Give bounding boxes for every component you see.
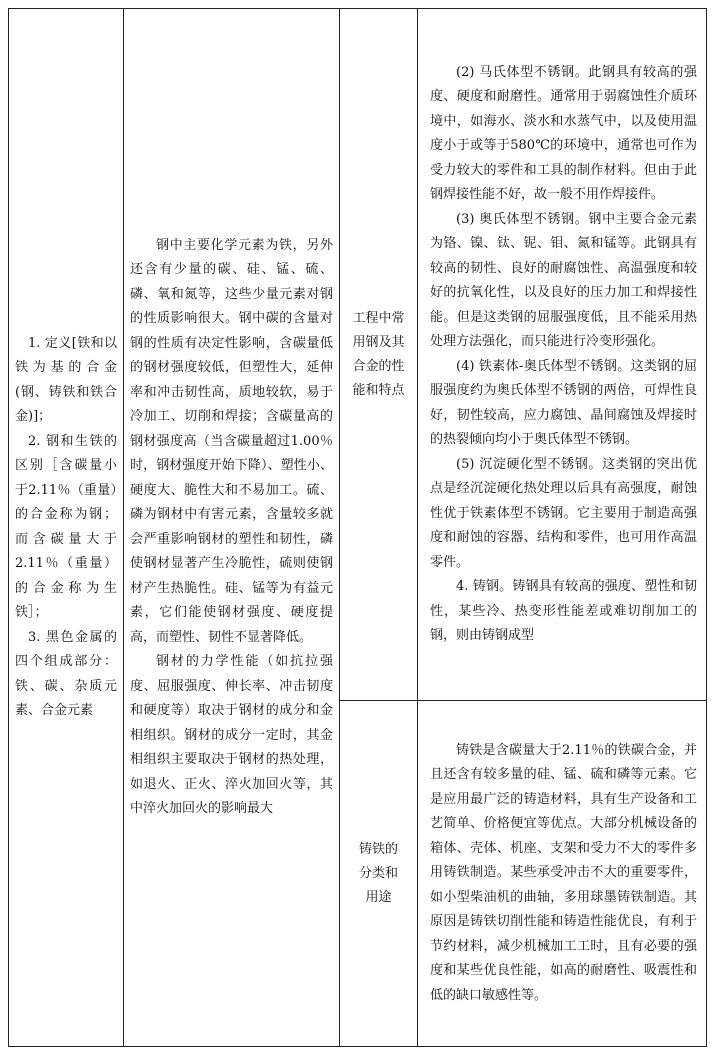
heading-line: 工程中常 xyxy=(352,310,405,326)
precipitation-hardening-paragraph: (5) 沉淀硬化型不锈钢。这类钢的突出优点是经沉淀硬化热处理以后具有高强度，耐蚀性优于铁素体型不锈钢。它主要用于制造高强度和耐蚀的容器、结构和零件，也可用作高温零件。 xyxy=(430,456,697,570)
steel-category-heading-cell xyxy=(340,9,418,701)
steel-properties-cell xyxy=(418,9,707,701)
steel-properties-table xyxy=(8,8,707,1047)
heading-line: 用钢及其 xyxy=(352,334,405,350)
heading-line: 用途 xyxy=(365,889,392,905)
heading-line: 合金的性 xyxy=(352,358,405,374)
martensitic-paragraph: (2) 马氏体型不锈钢。此钢具有较高的强度、硬度和耐磨性。通常用于弱腐蚀性介质环境中，如海水、淡水和水蒸气中，以及使用温度小于或等于580℃的环境中，通常也可作为受力较大的零件和工具的制作材料。但由于此钢焊接性能不好，故一般不用作焊接件。 xyxy=(430,64,697,202)
difference-item: 2. 钢和生铁的区别［含碳量小于2.11％（重量）的合金称为钢；而含碳量大于2.11％（重量）的合金称为生铁］； xyxy=(15,433,117,620)
cast-iron-paragraph: 铸铁是含碳量大于2.11％的铁碳合金，并且还含有较多量的硅、锰、硫和磷等元素。它是应用最广泛的铸造材料，具有生产设备和工艺简单、价格便宜等优点。大部分机械设备的箱体、壳体、机座、支架和受力不大的零件多用铸铁制造。某些承受冲击不大的重要零件，如小型柴油机的曲轴，多用球墨铸铁制造。其原因是铸铁切削性能和铸造性能优良，有利于节约材料，减少机械加工工时，且有必要的强度和某些优良性能，如高的耐磨性、吸震性和低的缺口敏感性等。 xyxy=(430,742,697,1003)
heading-line: 能和特点 xyxy=(352,382,405,398)
cast-steel-paragraph: 4. 铸钢。铸钢具有较高的强度、塑性和韧性，某些冷、热变形性能差或难切削加工的钢，则由铸钢成型 xyxy=(430,579,697,643)
duplex-paragraph: (4) 铁素体-奥氏体型不锈钢。这类钢的屈服强度约为奥氏体型不锈钢的两倍，可焊性良好，韧性较高，应力腐蚀、晶间腐蚀及焊接时的热裂倾向均小于奥氏体型不锈钢。 xyxy=(430,358,697,447)
chemical-elements-paragraph: 钢中主要化学元素为铁，另外还含有少量的碳、硅、锰、硫、磷、氧和氮等，这些少量元素对钢的性质影响很大。钢中碳的含量对钢的性质有决定性影响，含碳量低的钢材强度较低，但塑性大，延伸率和冲击韧性高，质地较软，易于冷加工、切削和焊接；含碳量高的钢材强度高（当含碳量超过1.00％时，钢材强度开始下降）、塑性小、硬度大、脆性大和不易加工。硫、磷为钢材中有害元素，含量较多就会严重影响钢材的塑性和韧性，磷使钢材显著产生冷脆性，硫则使钢材产生热脆性。硅、锰等为有益元素，它们能使钢材强度、硬度提高，而塑性、韧性不显著降低。 xyxy=(130,237,333,645)
austenitic-paragraph: (3) 奥氏体型不锈钢。钢中主要合金元素为铬、镍、钛、铌、钼、氮和锰等。此钢具有较高的韧性、良好的耐腐蚀性、高温强度和较好的抗氧化性，以及良好的压力加工和焊接性能。但是这类钢的屈服强度低，且不能采用热处理方法强化，而只能进行冷变形强化。 xyxy=(430,211,697,349)
definition-item: 1. 定义[铁和以铁为基的合金(钢、铸铁和铁合金)]； xyxy=(15,335,117,424)
composition-column-cell xyxy=(124,9,340,1047)
cast-iron-heading-cell xyxy=(340,701,418,1047)
heading-line: 铸铁的 xyxy=(358,841,398,857)
components-item: 3. 黑色金属的四个组成部分：铁、碳、杂质元素、合金元素 xyxy=(15,629,117,718)
mechanical-properties-paragraph: 钢材的力学性能（如抗拉强度、屈服强度、伸长率、冲击韧度和硬度等）取决于钢材的成分和金相组织。钢材的成分一定时，其金相组织主要取决于钢材的热处理，如退火、正火、淬火加回火等，其中淬火加回火的影响最大 xyxy=(130,654,333,816)
heading-line: 分类和 xyxy=(358,865,398,881)
table-row-steel xyxy=(9,9,707,701)
definition-column-cell xyxy=(9,9,124,1047)
document-page xyxy=(8,8,706,1046)
cast-iron-properties-cell xyxy=(418,701,707,1047)
